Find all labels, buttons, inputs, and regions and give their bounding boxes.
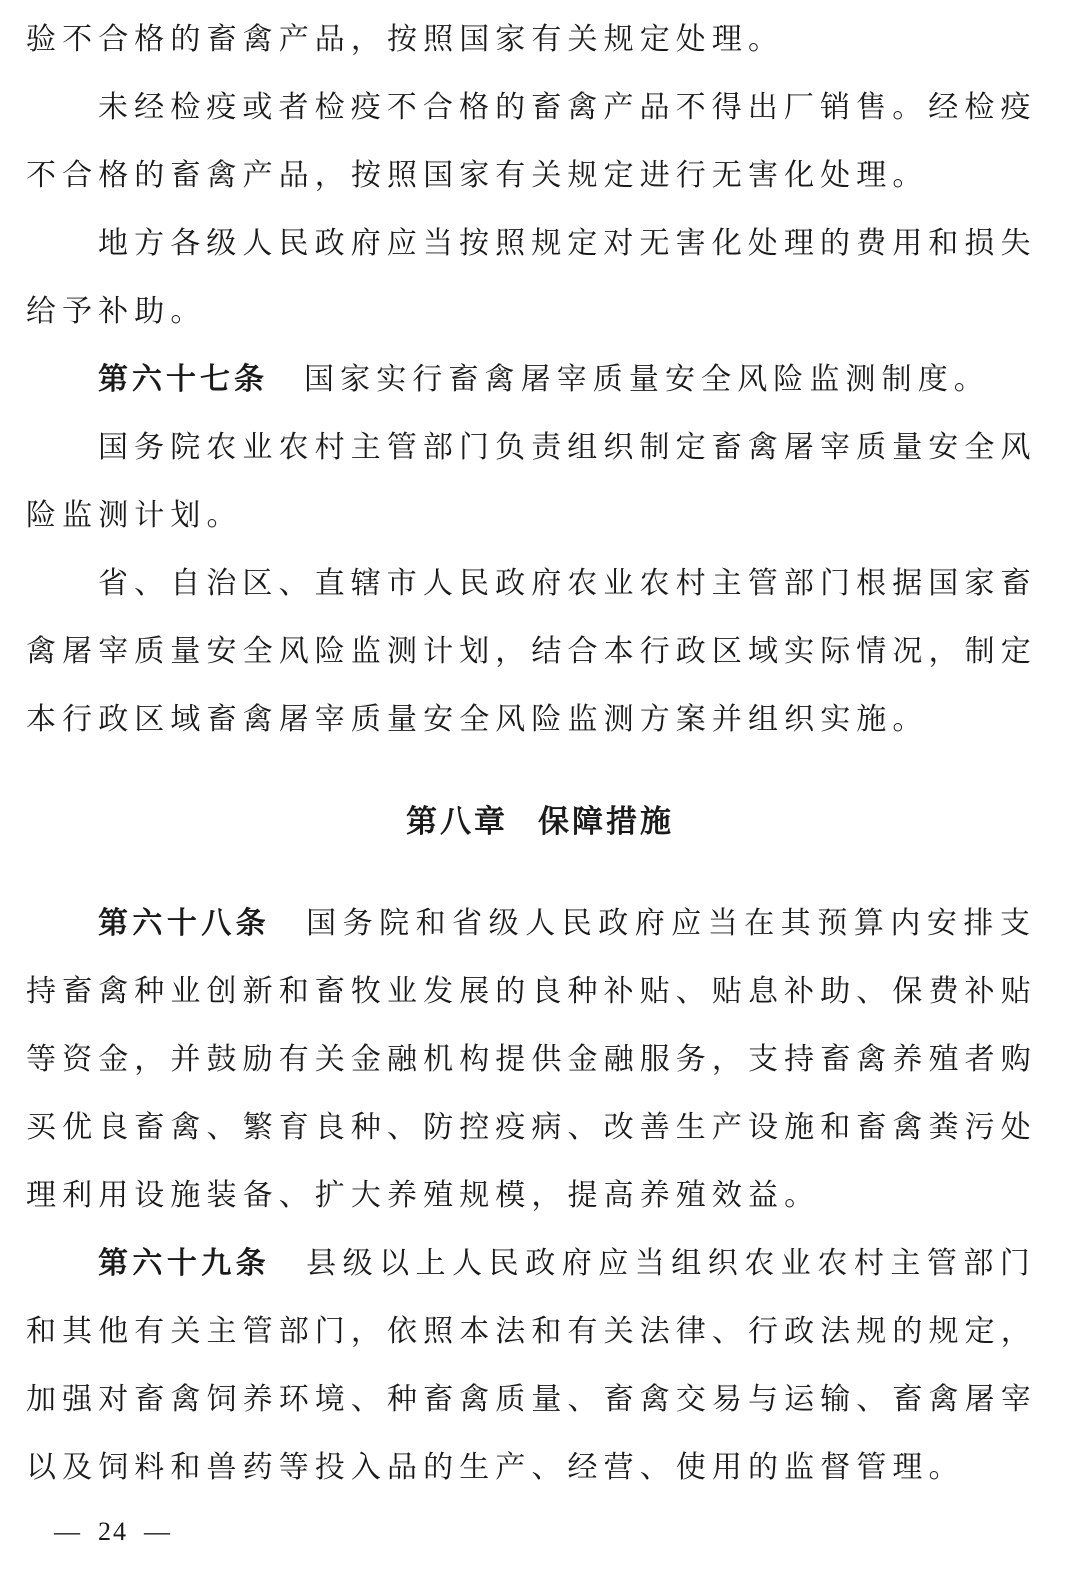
- dash-right: —: [144, 1517, 172, 1546]
- paragraph-line: 加强对畜禽饲养环境、种畜禽质量、畜禽交易与运输、畜禽屠宰: [26, 1382, 1037, 1417]
- paragraph-line: 和其他有关主管部门，依照本法和有关法律、行政法规的规定，: [26, 1314, 1037, 1349]
- paragraph-line: 国务院农业农村主管部门负责组织制定畜禽屠宰质量安全风: [98, 430, 1037, 465]
- article-text: 国务院和省级人民政府应当在其预算内安排支: [306, 906, 1037, 941]
- paragraph-line: 等资金，并鼓励有关金融机构提供金融服务，支持畜禽养殖者购: [26, 1042, 1037, 1077]
- page-number: [38, 1514, 188, 1550]
- paragraph-line: 地方各级人民政府应当按照规定对无害化处理的费用和损失: [98, 226, 1037, 261]
- paragraph-line: 给予补助。: [26, 294, 207, 329]
- paragraph-line: 理利用设施装备、扩大养殖规模，提高养殖效益。: [26, 1178, 821, 1213]
- paragraph-line: 验不合格的畜禽产品，按照国家有关规定处理。: [26, 22, 785, 57]
- paragraph-line: 禽屠宰质量安全风险监测计划，结合本行政区域实际情况，制定: [26, 634, 1037, 669]
- paragraph-line: 买优良畜禽、繁育良种、防控疫病、改善生产设施和畜禽粪污处: [26, 1110, 1037, 1145]
- chapter-number: 第八章: [406, 804, 508, 840]
- chapter-heading: [0, 802, 1080, 842]
- paragraph-line: 省、自治区、直辖市人民政府农业农村主管部门根据国家畜: [98, 566, 1037, 601]
- article-number: 第六十九条: [98, 1246, 271, 1281]
- article-67: [98, 360, 1036, 400]
- paragraph-line: 未经检疫或者检疫不合格的畜禽产品不得出厂销售。经检疫: [98, 90, 1037, 125]
- paragraph-line: 不合格的畜禽产品，按照国家有关规定进行无害化处理。: [26, 158, 929, 193]
- paragraph-line: 以及饲料和兽药等投入品的生产、经营、使用的监督管理。: [26, 1450, 965, 1485]
- article-text: 县级以上人民政府应当组织农业农村主管部门: [306, 1246, 1037, 1281]
- chapter-title: 保障措施: [538, 804, 674, 840]
- paragraph-line: 险监测计划。: [26, 498, 243, 533]
- article-number: 第六十七条: [98, 362, 268, 397]
- article-69: [98, 1244, 1036, 1284]
- article-number: 第六十八条: [98, 906, 271, 941]
- article-text: 国家实行畜禽屠宰质量安全风险监测制度。: [304, 362, 990, 397]
- article-68: [98, 904, 1036, 944]
- paragraph-line: 持畜禽种业创新和畜牧业发展的良种补贴、贴息补助、保费补贴: [26, 974, 1037, 1009]
- page-number-value: 24: [98, 1517, 128, 1546]
- paragraph-line: 本行政区域畜禽屠宰质量安全风险监测方案并组织实施。: [26, 702, 929, 737]
- dash-left: —: [54, 1517, 82, 1546]
